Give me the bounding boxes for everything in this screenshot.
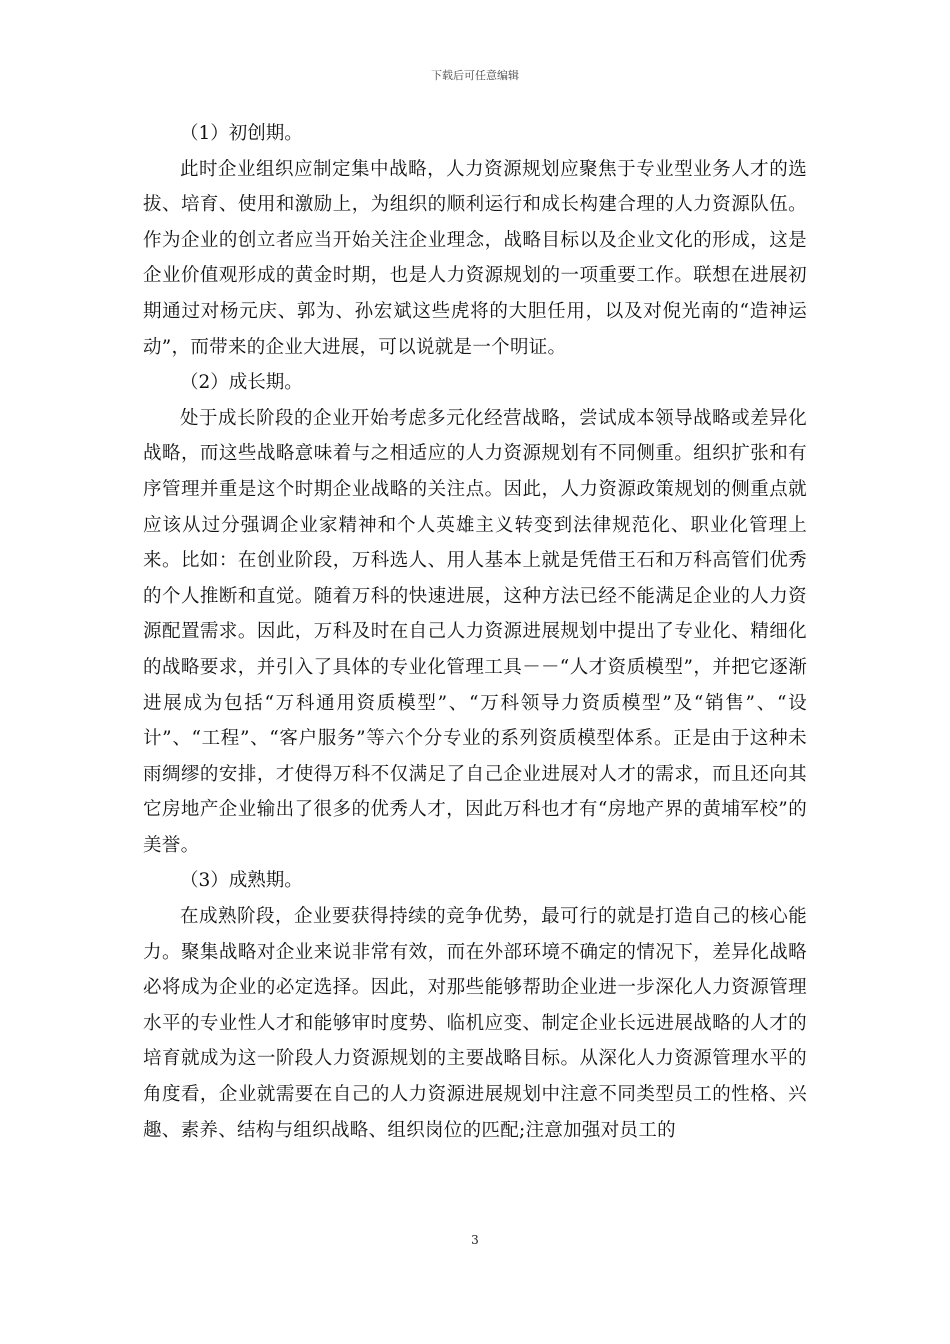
section-paragraph-growth: 处于成长阶段的企业开始考虑多元化经营战略，尝试成本领导战略或差异化战略，而这些战略意味着与之相适应的人力资源规划有不同侧重。组织扩张和有序管理并重是这个时期企业战略的关注点。因此，人力资源政策规划的侧重点就应该从过分强调企业家精神和个人英雄主义转变到法律规范化、职业化管理上来。比如：在创业阶段，万科选人、用人基本上就是凭借王石和万科高管们优秀的个人推断和直觉。随着万科的快速进展，这种方法已经不能满足企业的人力资源配置需求。因此，万科及时在自己人力资源进展规划中提出了专业化、精细化的战略要求，并引入了具体的专业化管理工具－－“人才资质模型”，并把它逐渐进展成为包括“万科通用资质模型”、“万科领导力资质模型”及“销售”、“设计”、“工程”、“客户服务”等六个分专业的系列资质模型体系。正是由于这种未雨绸缪的安排，才使得万科不仅满足了自己企业进展对人才的需求，而且还向其它房地产企业输出了很多的优秀人才，因此万科也才有“房地产界的黄埔军校”的美誉。 bbox=[143, 407, 807, 856]
section-paragraph-maturity: 在成熟阶段，企业要获得持续的竞争优势，最可行的就是打造自己的核心能力。聚集战略对企业来说非常有效，而在外部环境不确定的情况下，差异化战略必将成为企业的必定选择。因此，对那些能够帮助企业进一步深化人力资源管理水平的专业性人才和能够审时度势、临机应变、制定企业长远进展战略的人才的培育就成为这一阶段人力资源规划的主要战略目标。从深化人力资源管理水平的角度看，企业就需要在自己的人力资源进展规划中注意不同类型员工的性格、兴趣、素养、结构与组织战略、组织岗位的匹配;注意加强对员工的 bbox=[143, 906, 807, 1141]
section-paragraph-startup: 此时企业组织应制定集中战略，人力资源规划应聚焦于专业型业务人才的选拔、培育、使用和激励上，为组织的顺利运行和成长构建合理的人力资源队伍。作为企业的创立者应当开始关注企业理念，战略目标以及企业文化的形成，这是企业价值观形成的黄金时期，也是人力资源规划的一项重要工作。联想在进展初期通过对杨元庆、郭为、孙宏斌这些虎将的大胆任用，以及对倪光南的“造神运动”，而带来的企业大进展，可以说就是一个明证。 bbox=[143, 158, 807, 358]
page-number: 3 bbox=[471, 1233, 479, 1247]
document-body bbox=[143, 116, 807, 1148]
section-heading-maturity: （3）成熟期。 bbox=[180, 870, 303, 892]
section-heading-startup: （1）初创期。 bbox=[180, 123, 303, 144]
page-header: 下载后可任意编辑 bbox=[431, 69, 519, 82]
section-heading-growth: （2）成长期。 bbox=[180, 372, 303, 394]
